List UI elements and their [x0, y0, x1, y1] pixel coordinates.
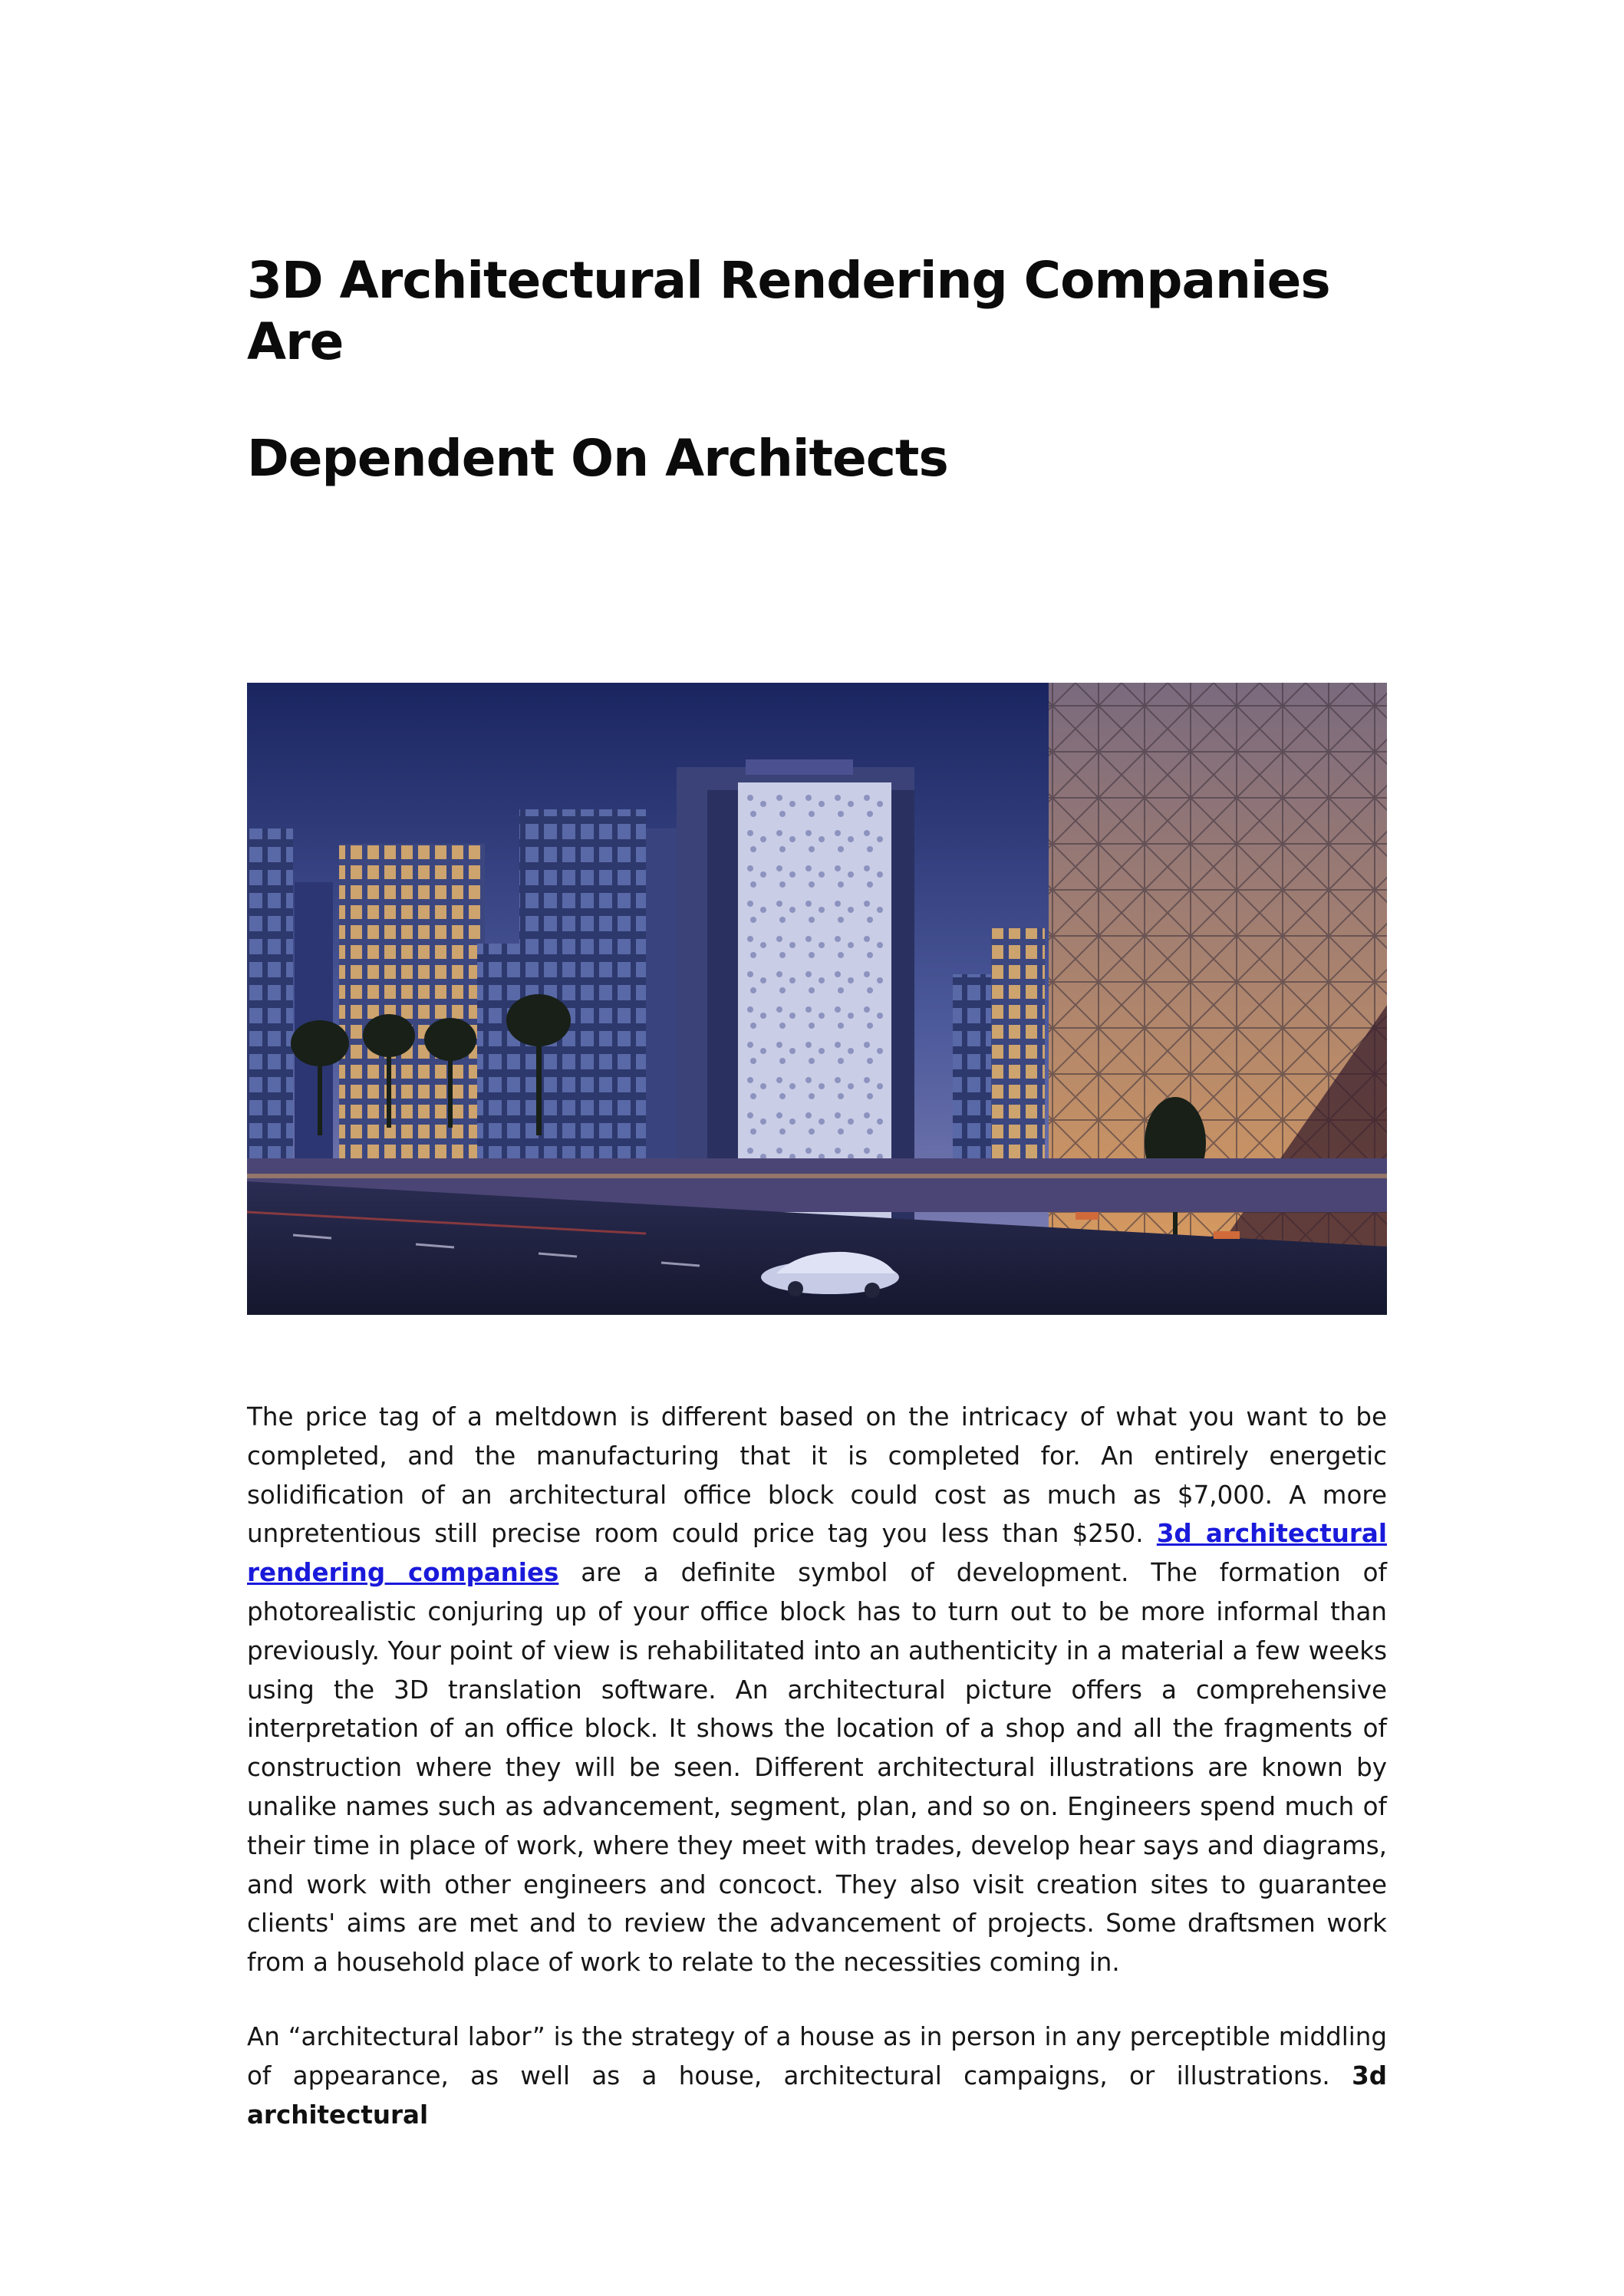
page-title-line-2: Dependent On Architects: [247, 429, 948, 488]
paragraph-1-text-before-link: The price tag of a meltdown is different based on the intricacy of what you want to be completed, and the manufacturing that it is completed for. An entirely energetic solidification of an architectural office block could cost as much as $7,000. A more unpretentious still precise room could price tag you less than $250.: [247, 1402, 1387, 1549]
body-paragraph-2: [247, 2018, 1387, 2134]
rendering-illustration: [247, 683, 1387, 1315]
body-paragraph-1: [247, 1398, 1387, 1982]
architectural-night-rendering-image: [247, 683, 1387, 1315]
paragraph-1-text-after-link: are a definite symbol of development. The formation of photorealistic conjuring up of your office block has to turn out to be more informal than previously. Your point of view is rehabilitated into an authenticity in a material a few weeks using the 3D translation software. An architectural picture offers a comprehensive interpretation of an office block. It shows the location of a shop and all the fragments of construction where they will be seen. Different architectural illustrations are known by unalike names such as advancement, segment, plan, and so on. Engineers spend much of their time in place of work, where they meet with trades, develop hear says and diagrams, and work with other engineers and concoct. They also visit creation sites to guarantee clients' aims are met and to review the advancement of projects. Some draftsmen work from a household place of work to relate to the necessities coming in.: [247, 1558, 1387, 1978]
rendering-companies-link[interactable]: 3d architectural rendering companies: [247, 1519, 1387, 1588]
paragraph-2-bold-keyword: 3d architectural: [247, 2060, 1387, 2130]
page-title-line-1: 3D Architectural Rendering Companies Are: [247, 251, 1330, 371]
paragraph-2-text: An “architectural labor” is the strategy of a house as in person in any perceptible middling of appearance, as well as a house, architectural campaigns, or illustrations.: [247, 2022, 1387, 2090]
